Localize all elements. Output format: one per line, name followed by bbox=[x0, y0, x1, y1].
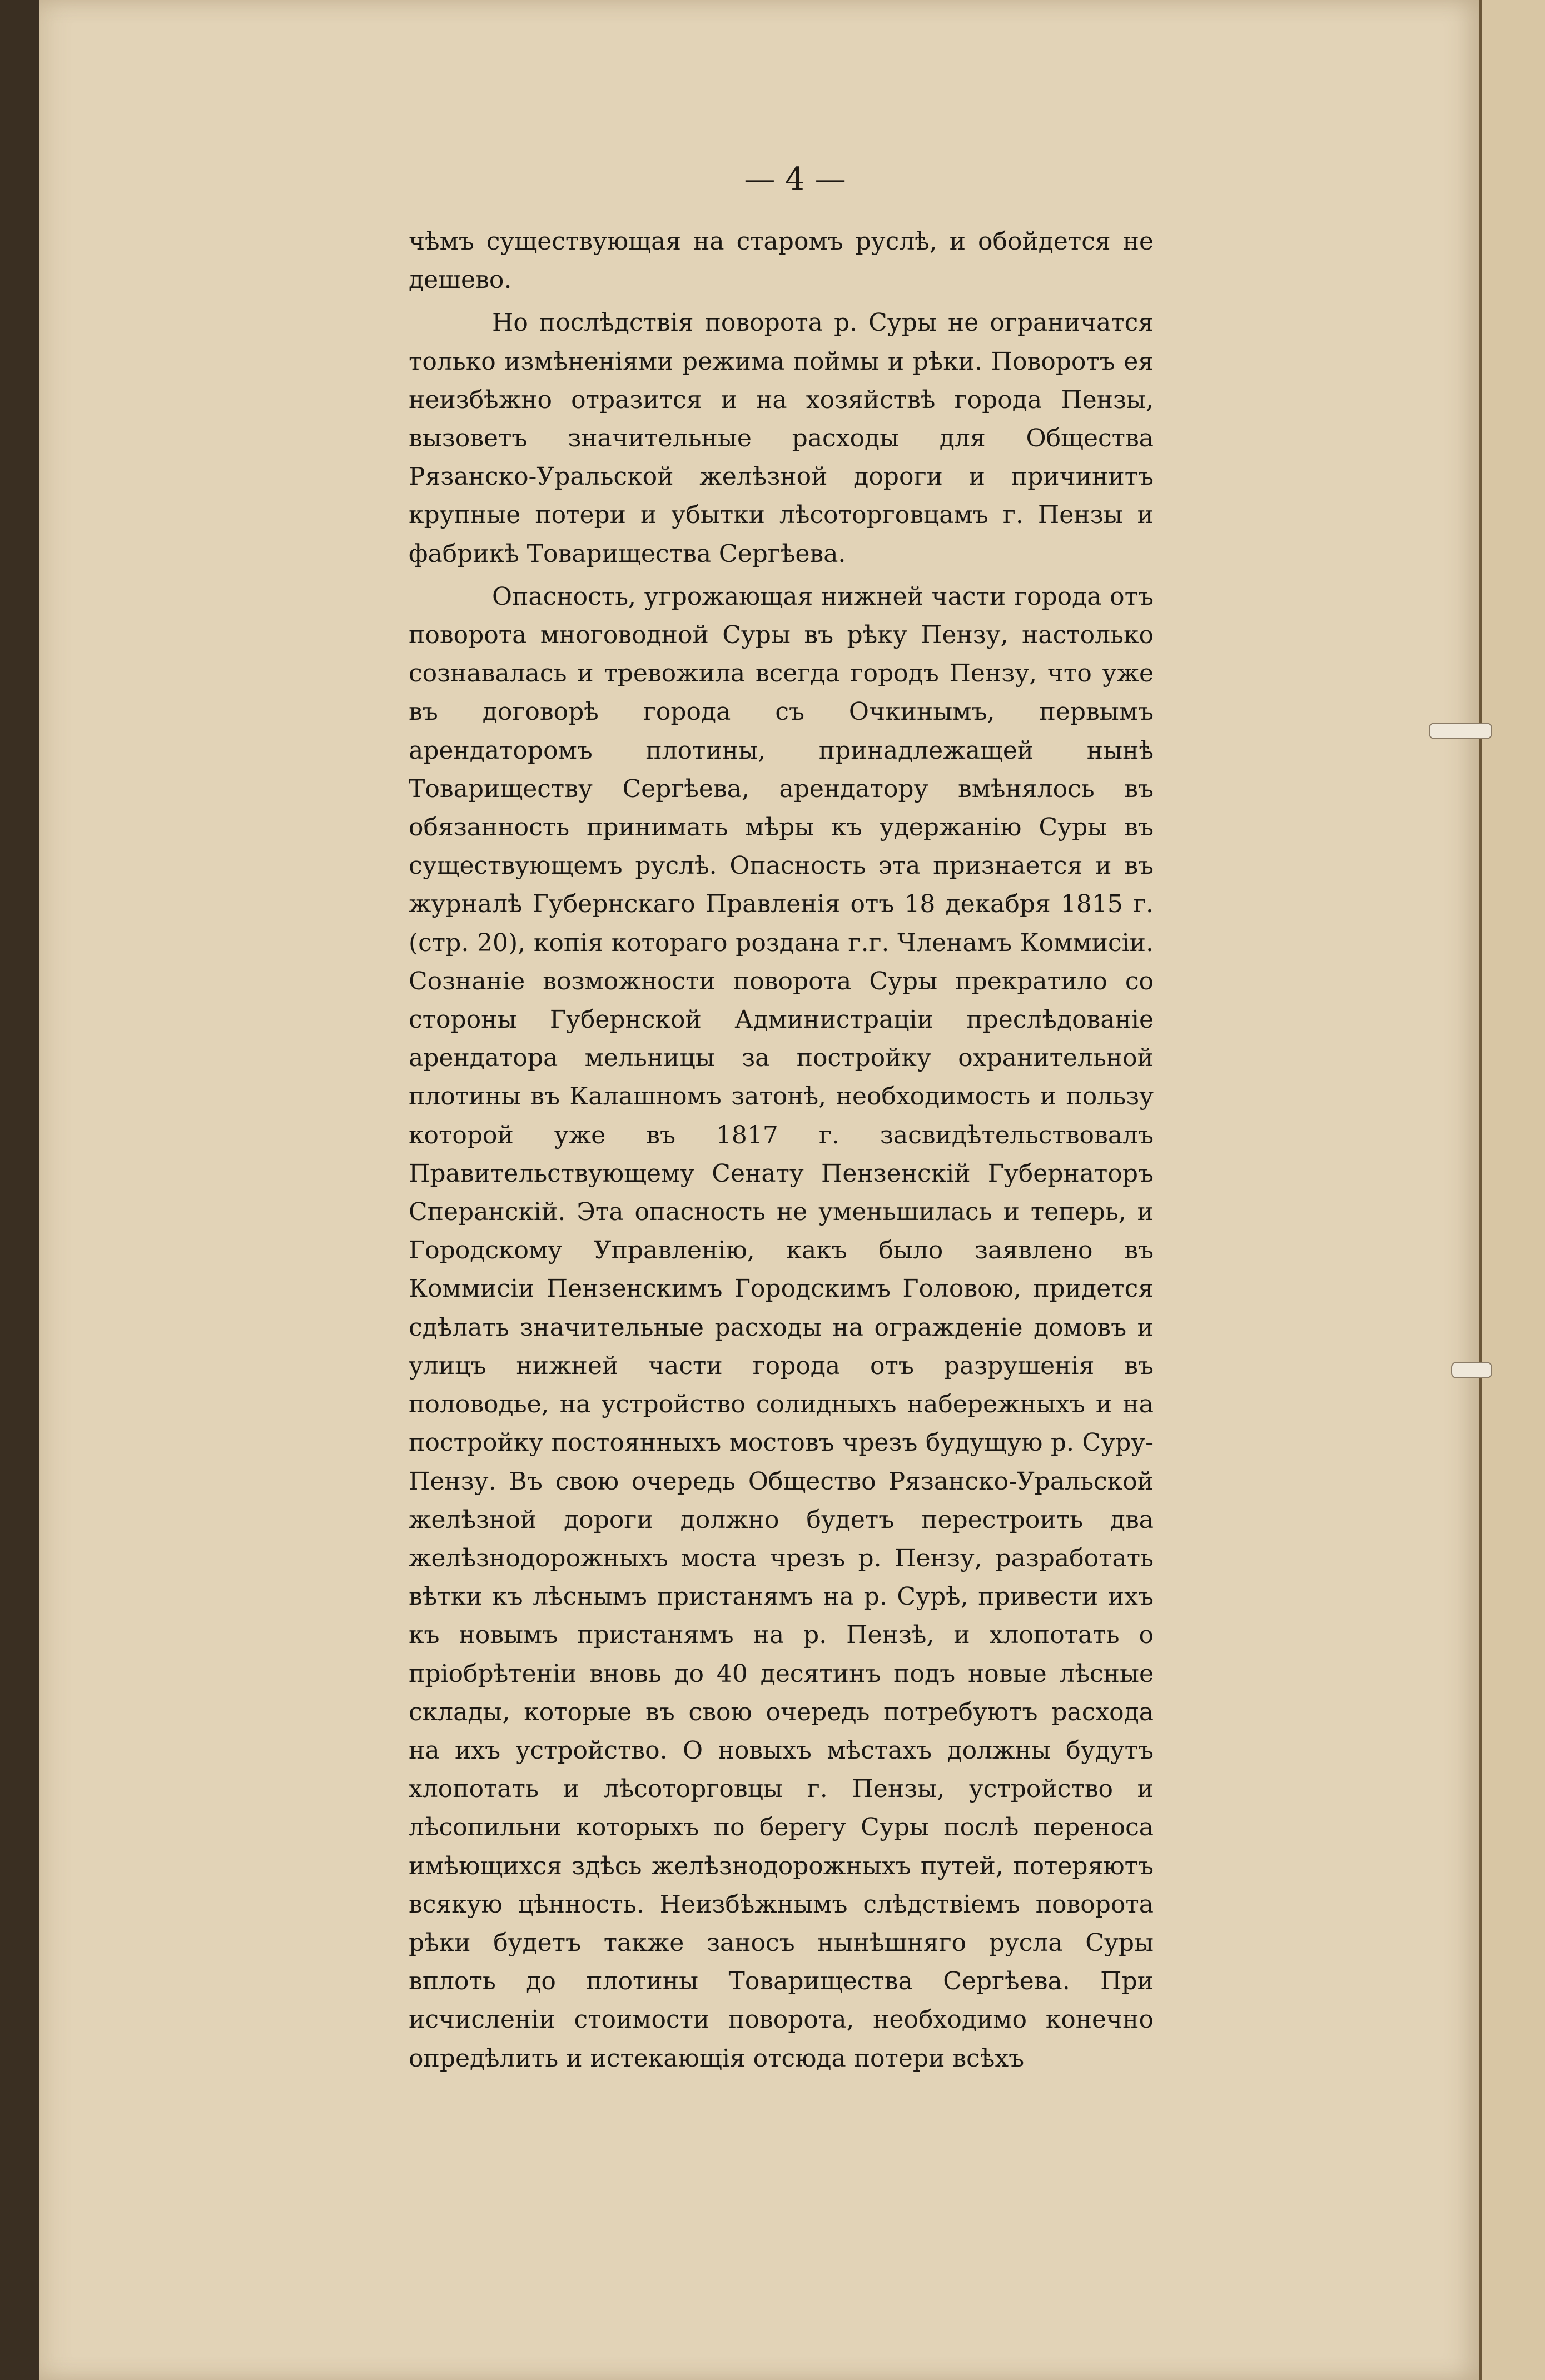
binding-thread bbox=[1429, 723, 1492, 739]
paragraph: Но послѣдствія поворота р. Суры не ограничатся только измѣненіями режима поймы и рѣки. Поворотъ ея неизбѣжно отразится и на хозяйствѣ города Пензы, вызоветъ значительные расходы для Общества Рязанско-Уральской желѣзной дороги и причинитъ крупные потери и убытки лѣсоторговцамъ г. Пензы и фабрикѣ Товарищества Сергѣева. bbox=[409, 308, 1154, 568]
body-text bbox=[409, 222, 1154, 2082]
paragraph: чѣмъ существующая на старомъ руслѣ, и обойдется не дешево. bbox=[409, 227, 1154, 295]
adjacent-page-edge bbox=[1479, 0, 1545, 2380]
paragraph: Опасность, угрожающая нижней части города отъ поворота многоводной Суры въ рѣку Пензу, настолько сознавалась и тревожила всегда городъ Пензу, что уже въ договорѣ города съ Очкинымъ, первымъ арендаторомъ плотины, принадлежащей нынѣ Товариществу Сергѣева, арендатору вмѣнялось въ обязанность принимать мѣры къ удержанію Суры въ существующемъ руслѣ. Опасность эта признается и въ журналѣ Губернскаго Правленія отъ 18 декабря 1815 г. (стр. 20), копія котораго роздана г.г. Членамъ Коммисіи. Сознаніе возможности поворота Суры прекратило со стороны Губернской Администраціи преслѣдованіе арендатора мельницы за постройку охранительной плотины въ Калашномъ затонѣ, необходимость и пользу которой уже въ 1817 г. засвидѣтельствовалъ Правительствующему Сенату Пензенскій Губернаторъ Сперанскій. Эта опасность не уменьшилась и теперь, и Городскому Управленію, какъ было заявлено въ Коммисіи Пензенскимъ Городскимъ Головою, придется сдѣлать значительные расходы на огражденіе домовъ и улицъ нижней части города отъ разрушенія въ половодье, на устройство солидныхъ набережныхъ и на постройку постоянныхъ мостовъ чрезъ будущую р. Суру-Пензу. Въ свою очередь Общество Рязанско-Уральской желѣзной дороги должно будетъ перестроить два желѣзнодорожныхъ моста чрезъ р. Пензу, разработать вѣтки къ лѣснымъ пристанямъ на р. Сурѣ, привести ихъ къ новымъ пристанямъ на р. Пензѣ, и хлопотать о пріобрѣтеніи вновь до 40 десятинъ подъ новые лѣсные склады, которые въ свою очередь потребуютъ расхода на ихъ устройство. О новыхъ мѣстахъ должны будутъ хлопотать и лѣсоторговцы г. Пензы, устройство и лѣсопильни которыхъ по берегу Суры послѣ переноса имѣющихся здѣсь желѣзнодорожныхъ путей, потеряютъ всякую цѣнность. Неизбѣжнымъ слѣдствіемъ поворота рѣки будетъ также заносъ нынѣшняго русла Суры вплоть до плотины Товарищества Сергѣева. При исчисленіи стоимости поворота, необходимо конечно опредѣлить и истекающія отсюда потери всѣхъ bbox=[409, 582, 1154, 2073]
binding-thread bbox=[1451, 1362, 1492, 1378]
page-number: — 4 — bbox=[744, 161, 846, 197]
